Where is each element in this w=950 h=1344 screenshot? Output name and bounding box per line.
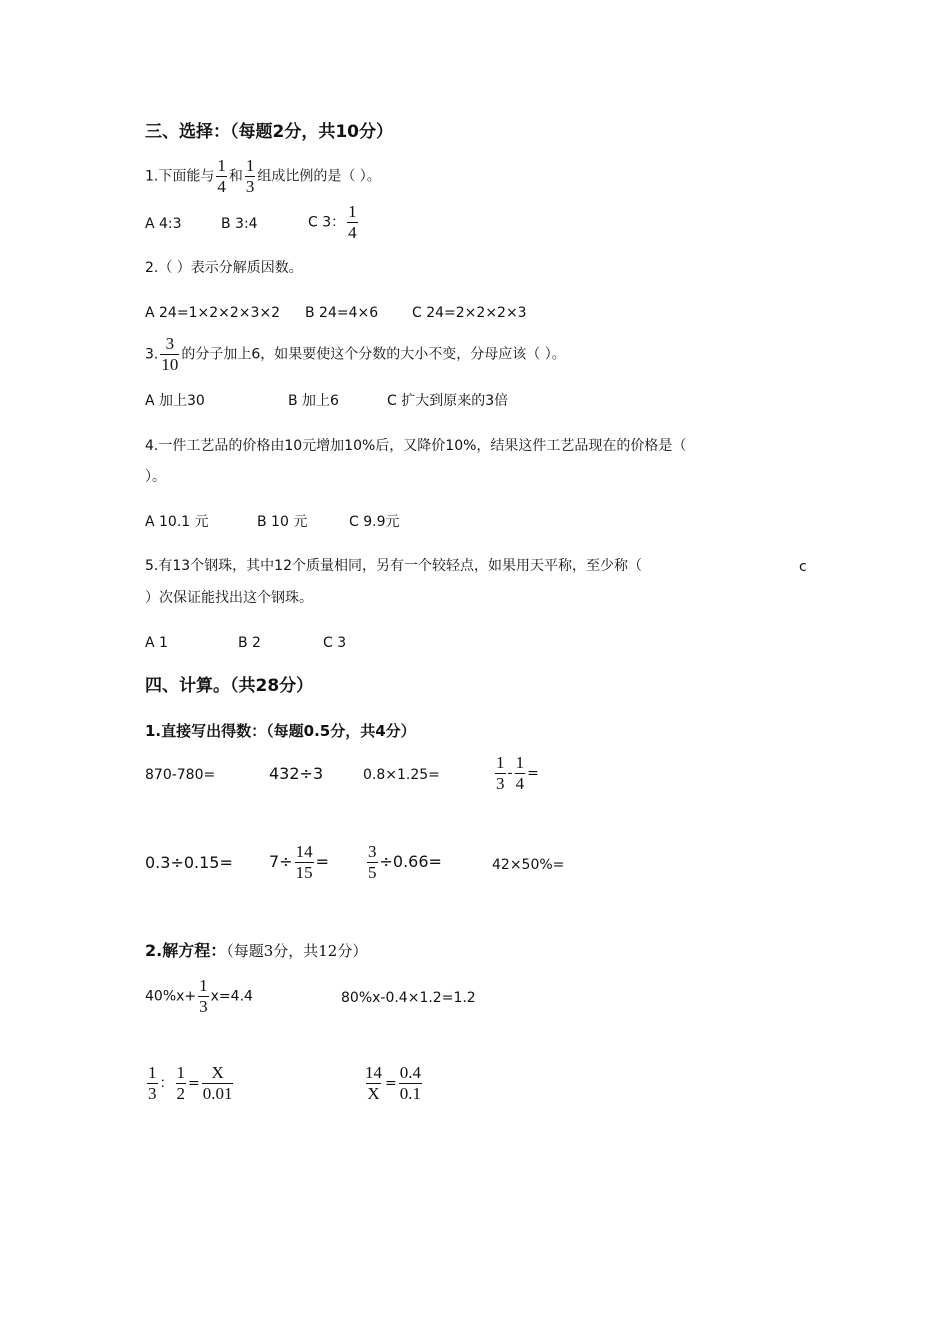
equation-3-fraction-2: $\frac{1}{2}$ [176,1063,185,1103]
calc-4-fraction-2: $\frac{1}{4}$ [515,753,525,793]
q1-mid: 和 [228,168,243,185]
equation-3: $\frac{1}{3}$ ： $\frac{1}{2}$ = $\frac{X}{0.01}$ [148,1063,233,1103]
calc-4: $\frac{1}{3}$ - $\frac{1}{4}$ = [496,753,539,793]
q2-option-c: C 24=2×2×2×3 [412,305,527,321]
equation-4-fraction-2: $\frac{0.4}{0.1}$ [399,1063,421,1103]
q2-option-b: B 24=4×6 [305,305,379,321]
q4-option-b: B 10 元 [257,514,308,530]
calc-6: 7÷ $\frac{14}{15}$ = [269,842,329,882]
q5-answer: c [799,559,807,575]
calc-4-fraction-1: $\frac{1}{3}$ [496,753,505,793]
question-4-line-1: 4.一件工艺品的价格由10元增加10%后，又降价10%，结果这件工艺品现在的价格是（ [145,438,687,454]
part1-title: 1.直接写出得数：（每题0.5分，共4分） [145,722,416,740]
q1-prefix: 1.下面能与 [145,168,215,185]
equation-1: 40%x+ $\frac{1}{3}$ x=4.4 [145,976,253,1016]
q3-option-a: A 加上30 [145,393,205,409]
question-2: 2.（ ）表示分解质因数。 [145,260,303,276]
q1-option-a: A 4:3 [145,216,182,232]
calc-2: 432÷3 [269,764,324,783]
q1-option-c: C 3： $\frac{1}{4}$ [308,202,357,242]
question-5-line-2: ）次保证能找出这个钢珠。 [145,590,313,606]
q5-option-a: A 1 [145,635,168,651]
calc-6-fraction: $\frac{14}{15}$ [295,842,313,882]
calc-5: 0.3÷0.15= [145,853,233,872]
equation-4-fraction-1: $\frac{14}{X}$ [365,1063,382,1103]
q2-option-a: A 24=1×2×2×3×2 [145,305,281,321]
q5-option-c: C 3 [323,635,347,651]
equation-3-fraction-1: $\frac{1}{3}$ [148,1063,157,1103]
q5-option-b: B 2 [238,635,261,651]
equation-3-fraction-3: $\frac{X}{0.01}$ [202,1063,233,1103]
q1-option-c-fraction: $\frac{1}{4}$ [348,202,357,242]
q1-option-b: B 3:4 [221,216,258,232]
equation-4: $\frac{14}{X}$ = $\frac{0.4}{0.1}$ [365,1063,421,1103]
q1-fraction-2: $\frac{1}{3}$ [245,156,255,196]
q4-option-c: C 9.9元 [349,514,400,530]
q1-fraction-1: $\frac{1}{4}$ [217,156,226,196]
q4-option-a: A 10.1 元 [145,514,209,530]
section4-title: 四、计算。（共28分） [145,676,314,696]
equation-2: 80%x-0.4×1.2=1.2 [341,990,476,1006]
calc-7: $\frac{3}{5}$ ÷0.66= [368,842,442,882]
equation-1-fraction: $\frac{1}{3}$ [199,976,208,1016]
calc-8: 42×50%= [492,857,565,873]
q1-suffix: 组成比例的是（ ）。 [257,168,381,185]
question-5-line-1: 5.有13个钢珠，其中12个质量相同，另有一个较轻点，如果用天平称，至少称（ [145,558,642,574]
q3-option-b: B 加上6 [288,393,339,409]
q3-option-c: C 扩大到原来的3倍 [387,393,509,409]
calc-7-fraction: $\frac{3}{5}$ [368,842,377,882]
question-1 [145,157,381,196]
question-3: 3. $\frac{3}{10}$ 的分子加上6，如果要使这个分数的大小不变，分母应该（ ）。 [145,334,566,374]
section3-title: 三、选择：（每题2分，共10分） [145,122,393,142]
question-4-line-2: ）。 [145,469,166,485]
calc-1: 870-780= [145,767,216,783]
calc-3: 0.8×1.25= [363,767,440,783]
part2-title: 2.解方程：（每题3分，共12分） [145,941,368,960]
q3-fraction: $\frac{3}{10}$ [161,334,179,374]
